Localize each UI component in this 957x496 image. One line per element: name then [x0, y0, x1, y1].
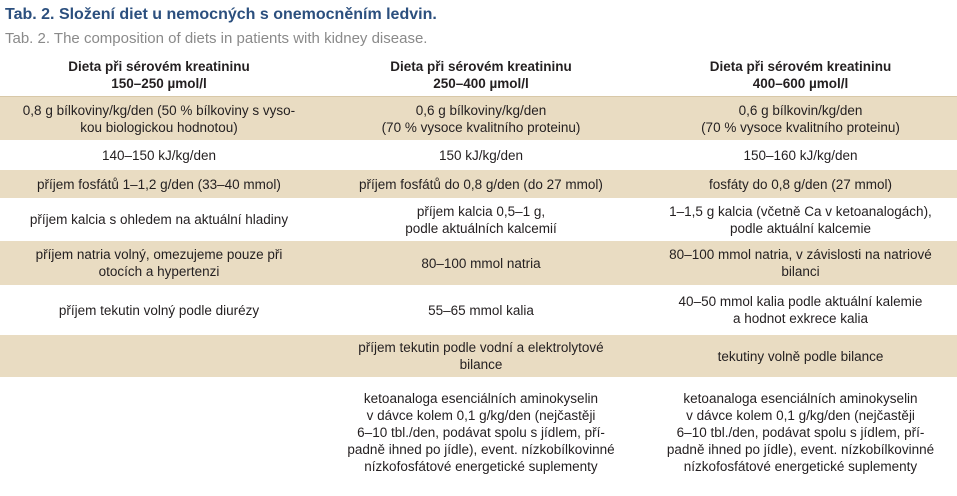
cell-line: 80–100 mmol natria	[421, 255, 541, 271]
table-cell	[318, 97, 644, 141]
table-row	[0, 170, 957, 199]
table-subtitle: Tab. 2. The composition of diets in patients with kidney disease.	[5, 30, 428, 47]
cell-line: nízkofosfátové energetické suplementy	[364, 458, 598, 474]
cell-line: příjem tekutin podle vodní a elektrolytové	[358, 340, 604, 355]
header-cell	[0, 54, 318, 97]
cell-line: 1–1,5 g kalcia (včetně Ca v ketoanalogách),	[669, 203, 932, 219]
cell-line: 400–600 µmol/l	[752, 76, 849, 91]
cell-line: 40–50 mmol kalia podle aktuální kalemie	[678, 294, 923, 309]
table-cell	[0, 241, 318, 286]
table-cell	[644, 97, 957, 141]
cell-line: příjem tekutin volný podle diurézy	[58, 302, 260, 318]
cell-line: Dieta při sérovém kreatininu	[709, 59, 892, 74]
cell-line: příjem natria volný, omezujeme pouze při	[35, 247, 283, 262]
table-row	[0, 335, 957, 378]
header-row	[0, 54, 957, 97]
header-cell	[318, 54, 644, 97]
cell-line: 55–65 mmol kalia	[428, 302, 534, 318]
cell-line: tekutiny volně podle bilance	[717, 348, 884, 364]
table-row	[0, 97, 957, 141]
diet-composition-table	[0, 54, 957, 486]
cell-line: příjem kalcia 0,5–1 g,	[416, 203, 546, 219]
table-cell	[318, 286, 644, 335]
cell-line: v dávce kolem 0,1 g/kg/den (nejčastěji	[686, 407, 915, 423]
table-cell	[0, 97, 318, 141]
cell-line: 0,6 g bílkoviny/kg/den	[415, 102, 547, 118]
table-cell	[0, 199, 318, 241]
table-cell	[0, 141, 318, 170]
table-cell	[644, 378, 957, 487]
cell-line: 150 kJ/kg/den	[438, 147, 524, 163]
cell-line: 0,8 g bílkoviny/kg/den (50 % bílkoviny s vyso-	[22, 102, 296, 118]
header-cell	[644, 54, 957, 97]
table-cell	[644, 241, 957, 286]
cell-line: ketoanaloga esenciálních aminokyselin	[363, 390, 599, 406]
cell-line: 80–100 mmol natria, v závislosti na natriové	[669, 247, 932, 262]
cell-line: 6–10 tbl./den, podávat spolu s jídlem, pří-	[357, 424, 605, 440]
cell-line: 0,6 g bílkovin/kg/den	[738, 102, 863, 118]
cell-line: podle aktuální kalcemie	[729, 220, 872, 236]
table-row	[0, 286, 957, 335]
table-cell	[644, 335, 957, 378]
table-cell	[0, 170, 318, 199]
table-cell	[318, 378, 644, 487]
cell-line: kou biologickou hodnotou)	[80, 119, 238, 135]
cell-line: bilance	[459, 357, 503, 372]
table-header	[0, 54, 957, 97]
cell-line: 150–160 kJ/kg/den	[743, 147, 858, 163]
cell-line: příjem fosfátů do 0,8 g/den (do 27 mmol)	[359, 176, 603, 192]
table-cell	[0, 378, 318, 487]
cell-line: (70 % vysoce kvalitního proteinu)	[701, 119, 900, 135]
cell-line: v dávce kolem 0,1 g/kg/den (nejčastěji	[366, 407, 596, 423]
cell-line: podle aktuálních kalcemií	[405, 220, 557, 236]
cell-line: 140–150 kJ/kg/den	[101, 147, 217, 163]
table-row	[0, 241, 957, 286]
cell-line: otocích a hypertenzi	[98, 264, 220, 279]
table-title: Tab. 2. Složení diet u nemocných s onemocněním ledvin.	[5, 6, 437, 23]
cell-line: bilanci	[781, 264, 820, 279]
table-cell	[644, 199, 957, 241]
cell-line: 6–10 tbl./den, podávat spolu s jídlem, pří-	[676, 424, 925, 440]
cell-line: příjem fosfátů 1–1,2 g/den (33–40 mmol)	[37, 176, 281, 192]
table-cell	[644, 170, 957, 199]
cell-line: padně ihned po jídle), event. nízkobílkovinné	[666, 441, 935, 457]
cell-line: Dieta při sérovém kreatininu	[68, 59, 250, 74]
cell-line: padně ihned po jídle), event. nízkobílkovinné	[347, 441, 615, 457]
table-row	[0, 199, 957, 241]
table-body	[0, 97, 957, 487]
cell-line: nízkofosfátové energetické suplementy	[683, 458, 918, 474]
cell-line: a hodnot exkrece kalia	[732, 311, 869, 326]
table-cell	[318, 335, 644, 378]
table-row	[0, 378, 957, 487]
table-cell	[318, 199, 644, 241]
table-cell	[644, 286, 957, 335]
cell-line: ketoanaloga esenciálních aminokyselin	[683, 390, 918, 406]
table-cell	[318, 241, 644, 286]
cell-line: 250–400 µmol/l	[433, 76, 529, 91]
cell-line: fosfáty do 0,8 g/den (27 mmol)	[708, 176, 893, 192]
table-cell	[318, 141, 644, 170]
table-cell	[0, 335, 318, 378]
cell-line: Dieta při sérovém kreatininu	[390, 59, 572, 74]
cell-line: příjem kalcia s ohledem na aktuální hladiny	[29, 212, 289, 227]
table-cell	[0, 286, 318, 335]
cell-line: 150–250 µmol/l	[111, 76, 207, 91]
table-cell	[318, 170, 644, 199]
table-cell	[644, 141, 957, 170]
table-row	[0, 141, 957, 170]
cell-line: (70 % vysoce kvalitního proteinu)	[381, 119, 581, 135]
